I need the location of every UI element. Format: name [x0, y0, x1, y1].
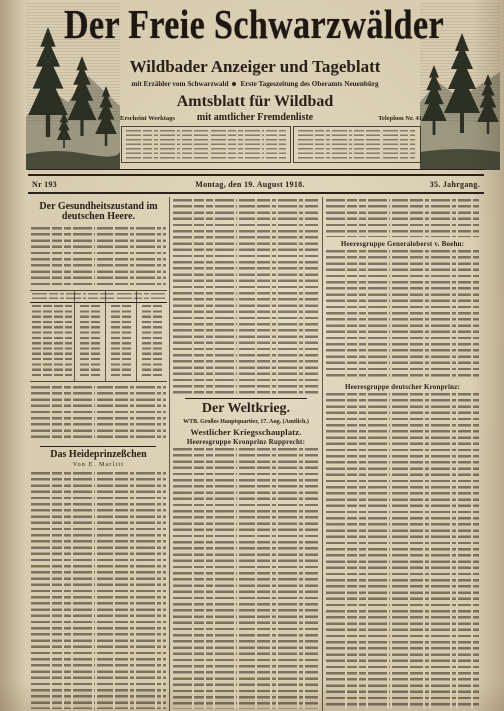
table-column-divider [105, 291, 106, 381]
issue-number: Nr 193 [32, 180, 57, 189]
article-separator [40, 446, 156, 447]
dateline-bottom-rule [28, 192, 484, 194]
table-row-labels [32, 305, 72, 379]
article-separator [185, 398, 307, 399]
volume-number: 35. Jahrgang. [429, 180, 480, 189]
table-header-rule [30, 302, 167, 303]
war-report-body-kronprinz [326, 393, 479, 709]
official-gazette-line: Amtsblatt für Wildbad [176, 93, 334, 110]
war-report-body [173, 448, 319, 709]
telephone-number: Telephon Nr. 41 [378, 115, 422, 122]
health-article-body [31, 227, 166, 288]
war-report-title: Der Weltkrieg. [201, 401, 291, 416]
health-article-body-continued [31, 386, 166, 442]
column-divider [322, 197, 323, 711]
subscription-price-text [126, 130, 286, 159]
tagline-separator [232, 82, 236, 86]
newspaper-title: Der Freie Schwarzwälder [64, 3, 444, 48]
health-statistics-table [30, 290, 167, 382]
table-column-values [80, 305, 100, 379]
issue-date: Montag, den 19. August 1918. [195, 180, 305, 189]
health-article-heading-line2: deutschen Heere. [61, 211, 136, 222]
advertising-rates-text [298, 130, 416, 159]
war-theater-heading: Westlicher Kriegsschauplatz. [190, 427, 302, 437]
subscription-price-box [121, 126, 291, 163]
table-column-divider [74, 291, 75, 381]
column-divider [169, 197, 170, 711]
tagline-left: mit Erzähler vom Schwarzwald [131, 80, 229, 88]
serial-title: Das Heideprinzeßchen [50, 449, 147, 460]
table-column-divider [136, 291, 137, 381]
tagline-right: Erste Tageszeitung des Oberamts Neuenbürg [240, 80, 379, 88]
table-header [32, 293, 165, 300]
masthead-rule [28, 169, 484, 170]
army-group-heading-3: Heeresgruppe deutscher Kronprinz: [344, 383, 461, 391]
newspaper-tagline [100, 80, 410, 89]
publication-schedule: Erscheint Werktags [120, 115, 175, 122]
health-article-heading-line1: Der Gesundheitszustand im [39, 201, 158, 212]
dateline-top-rule [28, 174, 484, 176]
advertising-rates-box [293, 126, 421, 163]
guest-list-line: mit amtlicher Fremdenliste [196, 112, 314, 123]
health-article-body-middle [173, 199, 319, 395]
ground [420, 149, 500, 170]
newspaper-subtitle: Wildbader Anzeiger und Tageblatt [129, 57, 381, 76]
serial-body [31, 472, 166, 709]
table-column-values [142, 305, 162, 379]
war-report-body-boehn [326, 250, 479, 380]
army-group-heading-1: Heeresgruppe Kronprinz Rupprecht: [186, 438, 306, 446]
serial-author: Von E. Marlitt [72, 462, 125, 468]
army-group-heading-2: Heeresgruppe Generaloberst v. Boehn: [340, 240, 465, 248]
table-column-values [111, 305, 131, 379]
war-report-source: WTB. Großes Hauptquartier, 17. Aug. (Amtlich.) [183, 419, 309, 425]
war-report-body-right [326, 199, 479, 237]
